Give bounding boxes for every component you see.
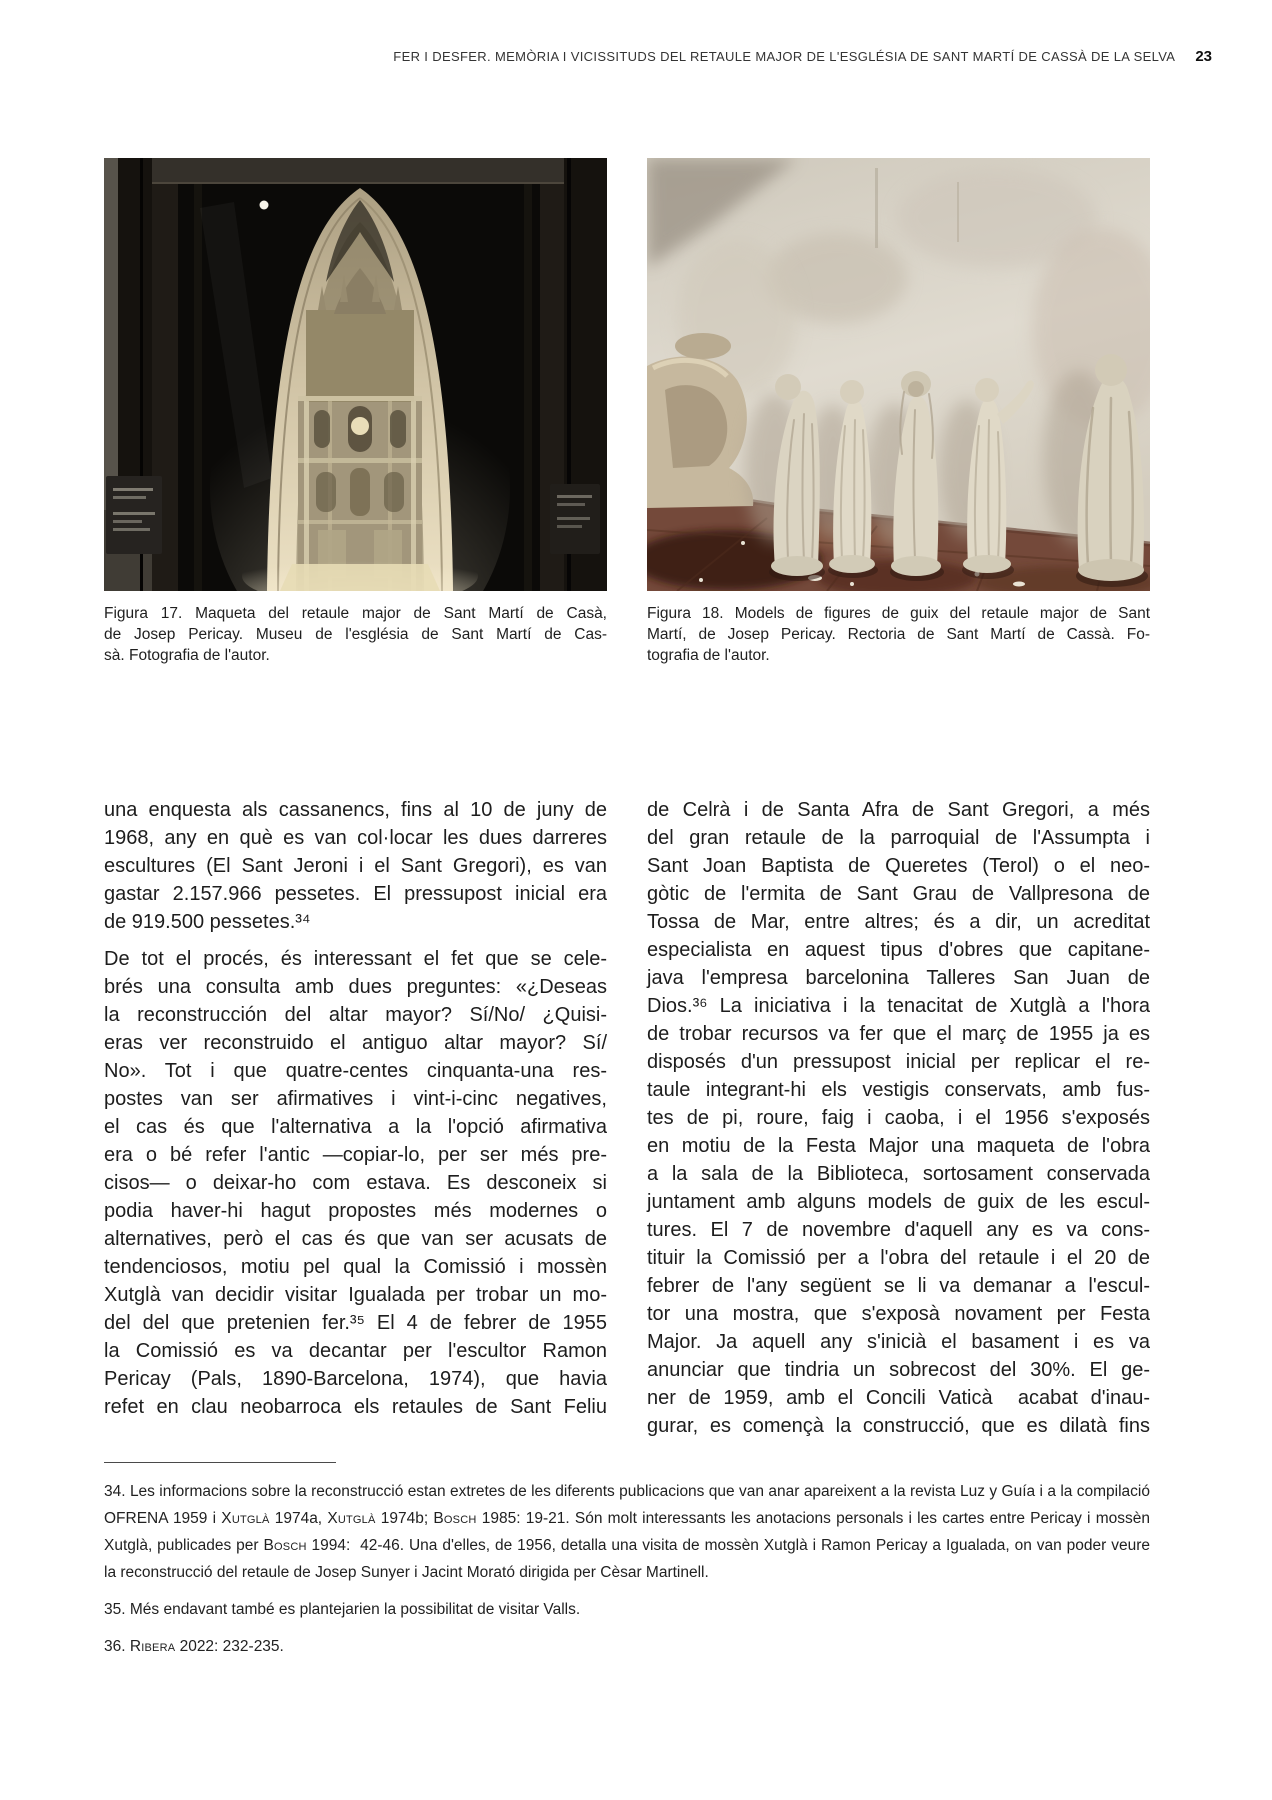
text-line: de Celrà i de Santa Afra de Sant Gregori, a més: [647, 799, 1150, 821]
footnote: [104, 1633, 1150, 1660]
figure-17-photo: [104, 158, 607, 591]
text-line: anunciar que tindria un sobrecost del 30%. El ge-: [647, 1359, 1150, 1381]
text-line: postes van ser afirmatives i vint-i-cinc negatives,: [104, 1088, 607, 1110]
text-line: java l'empresa barcelonina Talleres San Juan de: [647, 967, 1150, 989]
footnote-text: 1994: 42-46. Una d'elles, de 1956, detalla una visita de mossèn Xutglà i Ramon Pericay a Igualada, on van poder veure la reconstrucció del retaule de Josep Sunyer i Jacint Morató dirigida per Cèsar Martinell.: [104, 1537, 1150, 1581]
body-column-right: [647, 796, 1150, 1440]
text-line: gòtic de l'ermita de Sant Grau de Vallpresona de: [647, 883, 1150, 905]
plaster-figures-photo-art: [647, 158, 1150, 591]
text-line: juntament amb alguns models de guix de les escul-: [647, 1191, 1150, 1213]
text-line: alternatives, però el cas és que van ser acusats de: [104, 1228, 607, 1250]
footnote-text: 34.: [104, 1483, 130, 1500]
footnote: [104, 1478, 1150, 1586]
text-line: especialista en aquest tipus d'obres que capitane-: [647, 939, 1150, 961]
text-line: eras ver reconstruido el antiguo altar mayor? Sí/: [104, 1032, 607, 1054]
paragraph: [104, 796, 607, 936]
figure-18: [647, 158, 1150, 666]
text-line: 1968, any en què es van col·locar les dues darreres: [104, 827, 607, 849]
text-line: a la sala de la Biblioteca, sortosament conservada: [647, 1163, 1150, 1185]
text-line: tendenciosos, motiu pel qual la Comissió i mossèn: [104, 1256, 607, 1278]
text-line: una enquesta als cassanencs, fins al 10 de juny de: [104, 799, 607, 821]
text-line: cisos— o deixar-ho com estava. Es desconeix si: [104, 1172, 607, 1194]
text-line: No». Tot i que quatre-centes cinquanta-una res-: [104, 1060, 607, 1082]
footnotes-section: [0, 1462, 1272, 1660]
text-line: gurar, es començà la construcció, que es dilatà fins: [647, 1415, 1150, 1437]
text-line: sà. Fotografia de l'autor.: [104, 647, 270, 664]
footnote-separator: [104, 1462, 336, 1463]
body-text: [0, 796, 1272, 1440]
text-line: Figura 18. Models de figures de guix del retaule major de Sant: [647, 605, 1150, 622]
footnote-list: [104, 1478, 1150, 1660]
text-line: tures. El 7 de novembre d'aquell any es va cons-: [647, 1219, 1150, 1241]
footnote-text: Més endavant també es plantejarien la possibilitat de visitar Valls.: [129, 1601, 581, 1618]
text-line: Tossa de Mar, entre altres; és a dir, un acreditat: [647, 911, 1150, 933]
text-line: gastar 2.157.966 pessetes. El pressupost inicial era: [104, 883, 607, 905]
text-line: Sant Joan Baptista de Queretes (Terol) o el neo-: [647, 855, 1150, 877]
text-line: de 919.500 pessetes.³⁴: [104, 911, 311, 933]
text-line: taule integrant-hi els vestigis conservats, amb fus-: [647, 1079, 1150, 1101]
altarpiece-model-photo-art: [104, 158, 607, 591]
text-line: de trobar recursos va fer que el març de 1955 ja es: [647, 1023, 1150, 1045]
figure-18-photo: [647, 158, 1150, 591]
footnote-text: 35.: [104, 1601, 130, 1618]
text-line: del del que pretenien fer.³⁵ El 4 de febrer de 1955: [104, 1312, 607, 1334]
footnote-text: Les informacions sobre la reconstrucció estan extretes de les diferents publicacions que van anar apareixent a la revista Luz y Guía i a la compilació OFRENA 1959 i: [104, 1483, 1150, 1527]
text-line: tes de pi, roure, faig i caoba, i el 1956 s'exposés: [647, 1107, 1150, 1129]
paragraph: [647, 796, 1150, 1440]
text-line: el cas és que l'alternativa a la l'opció afirmativa: [104, 1116, 607, 1138]
footnote-text: 1974b;: [375, 1510, 434, 1527]
text-line: escultures (El Sant Jeroni i el Sant Gregori), es van: [104, 855, 607, 877]
text-line: del gran retaule de la parroquial de l'Assumpta i: [647, 827, 1150, 849]
footnote-text: 2022: 232-235.: [175, 1638, 284, 1655]
footnote-text: 1974a,: [269, 1510, 328, 1527]
text-line: De tot el procés, és interessant el fet que se cele-: [104, 948, 607, 970]
text-line: refet en clau neobarroca els retaules de Sant Feliu: [104, 1396, 607, 1418]
text-line: febrer de l'any següent se li va demanar a l'escul-: [647, 1275, 1150, 1297]
text-line: tor una mostra, que s'exposà novament per Festa: [647, 1303, 1150, 1325]
figure-18-caption: [647, 603, 1150, 666]
text-line: la reconstrucción del altar mayor? Sí/No/ ¿Quisi-: [104, 1004, 607, 1026]
figure-17: [104, 158, 607, 666]
text-line: Xutglà van decidir visitar Igualada per trobar un mo-: [104, 1284, 607, 1306]
text-line: era o bé refer l'antic —copiar-lo, per ser més pre-: [104, 1144, 607, 1166]
running-header: [0, 0, 1272, 65]
text-line: en motiu de la Festa Major una maqueta de l'obra: [647, 1135, 1150, 1157]
footnote-smallcaps-name: Xutglà: [327, 1510, 376, 1527]
text-line: disposés d'un pressupost inicial per replicar el re-: [647, 1051, 1150, 1073]
text-line: tituir la Comissió per a l'obra del retaule i el 20 de: [647, 1247, 1150, 1269]
text-line: Martí, de Josep Pericay. Rectoria de Sant Martí de Cassà. Fo-: [647, 626, 1150, 643]
figure-17-caption: [104, 603, 607, 666]
footnote-text: 36.: [104, 1638, 130, 1655]
text-line: Pericay (Pals, 1890-Barcelona, 1974), que havia: [104, 1368, 607, 1390]
text-line: podia haver-hi hagut propostes més modernes o: [104, 1200, 607, 1222]
footnote-smallcaps-name: Ribera: [129, 1638, 176, 1655]
footnote-smallcaps-name: Xutglà: [221, 1510, 270, 1527]
footnote-smallcaps-name: Bosch: [433, 1510, 477, 1527]
text-line: Dios.³⁶ La iniciativa i la tenacitat de Xutglà a l'hora: [647, 995, 1150, 1017]
text-line: Figura 17. Maqueta del retaule major de Sant Martí de Casà,: [104, 605, 607, 622]
text-line: de Josep Pericay. Museu de l'església de Sant Martí de Cas-: [104, 626, 607, 643]
text-line: tografia de l'autor.: [647, 647, 770, 664]
museum-label-left: [106, 476, 162, 554]
running-header-title: FER I DESFER. MEMÒRIA I VICISSITUDS DEL RETAULE MAJOR DE L'ESGLÉSIA DE SANT MARTÍ DE CASSÀ DE LA SELVA: [393, 49, 1176, 64]
text-line: la Comissió es va decantar per l'escultor Ramon: [104, 1340, 607, 1362]
text-line: Major. Ja aquell any s'inicià el basament i es va: [647, 1331, 1150, 1353]
footnote: [104, 1596, 1150, 1623]
footnote-text: 1985: 19-21. Són molt interessants les anotacions personals i les cartes entre Pericay i mossèn Xutglà, publicades per: [104, 1510, 1150, 1554]
text-line: ner de 1959, amb el Concili Vaticà acabat d'inau-: [647, 1387, 1150, 1409]
figures-row: [0, 158, 1272, 666]
page-number: 23: [1195, 48, 1212, 65]
body-column-left: [104, 796, 607, 1440]
paragraph: [104, 945, 607, 1421]
footnote-smallcaps-name: Bosch: [263, 1537, 307, 1554]
museum-label-right: [550, 484, 600, 554]
text-line: brés una consulta amb dues preguntes: «¿Deseas: [104, 976, 607, 998]
